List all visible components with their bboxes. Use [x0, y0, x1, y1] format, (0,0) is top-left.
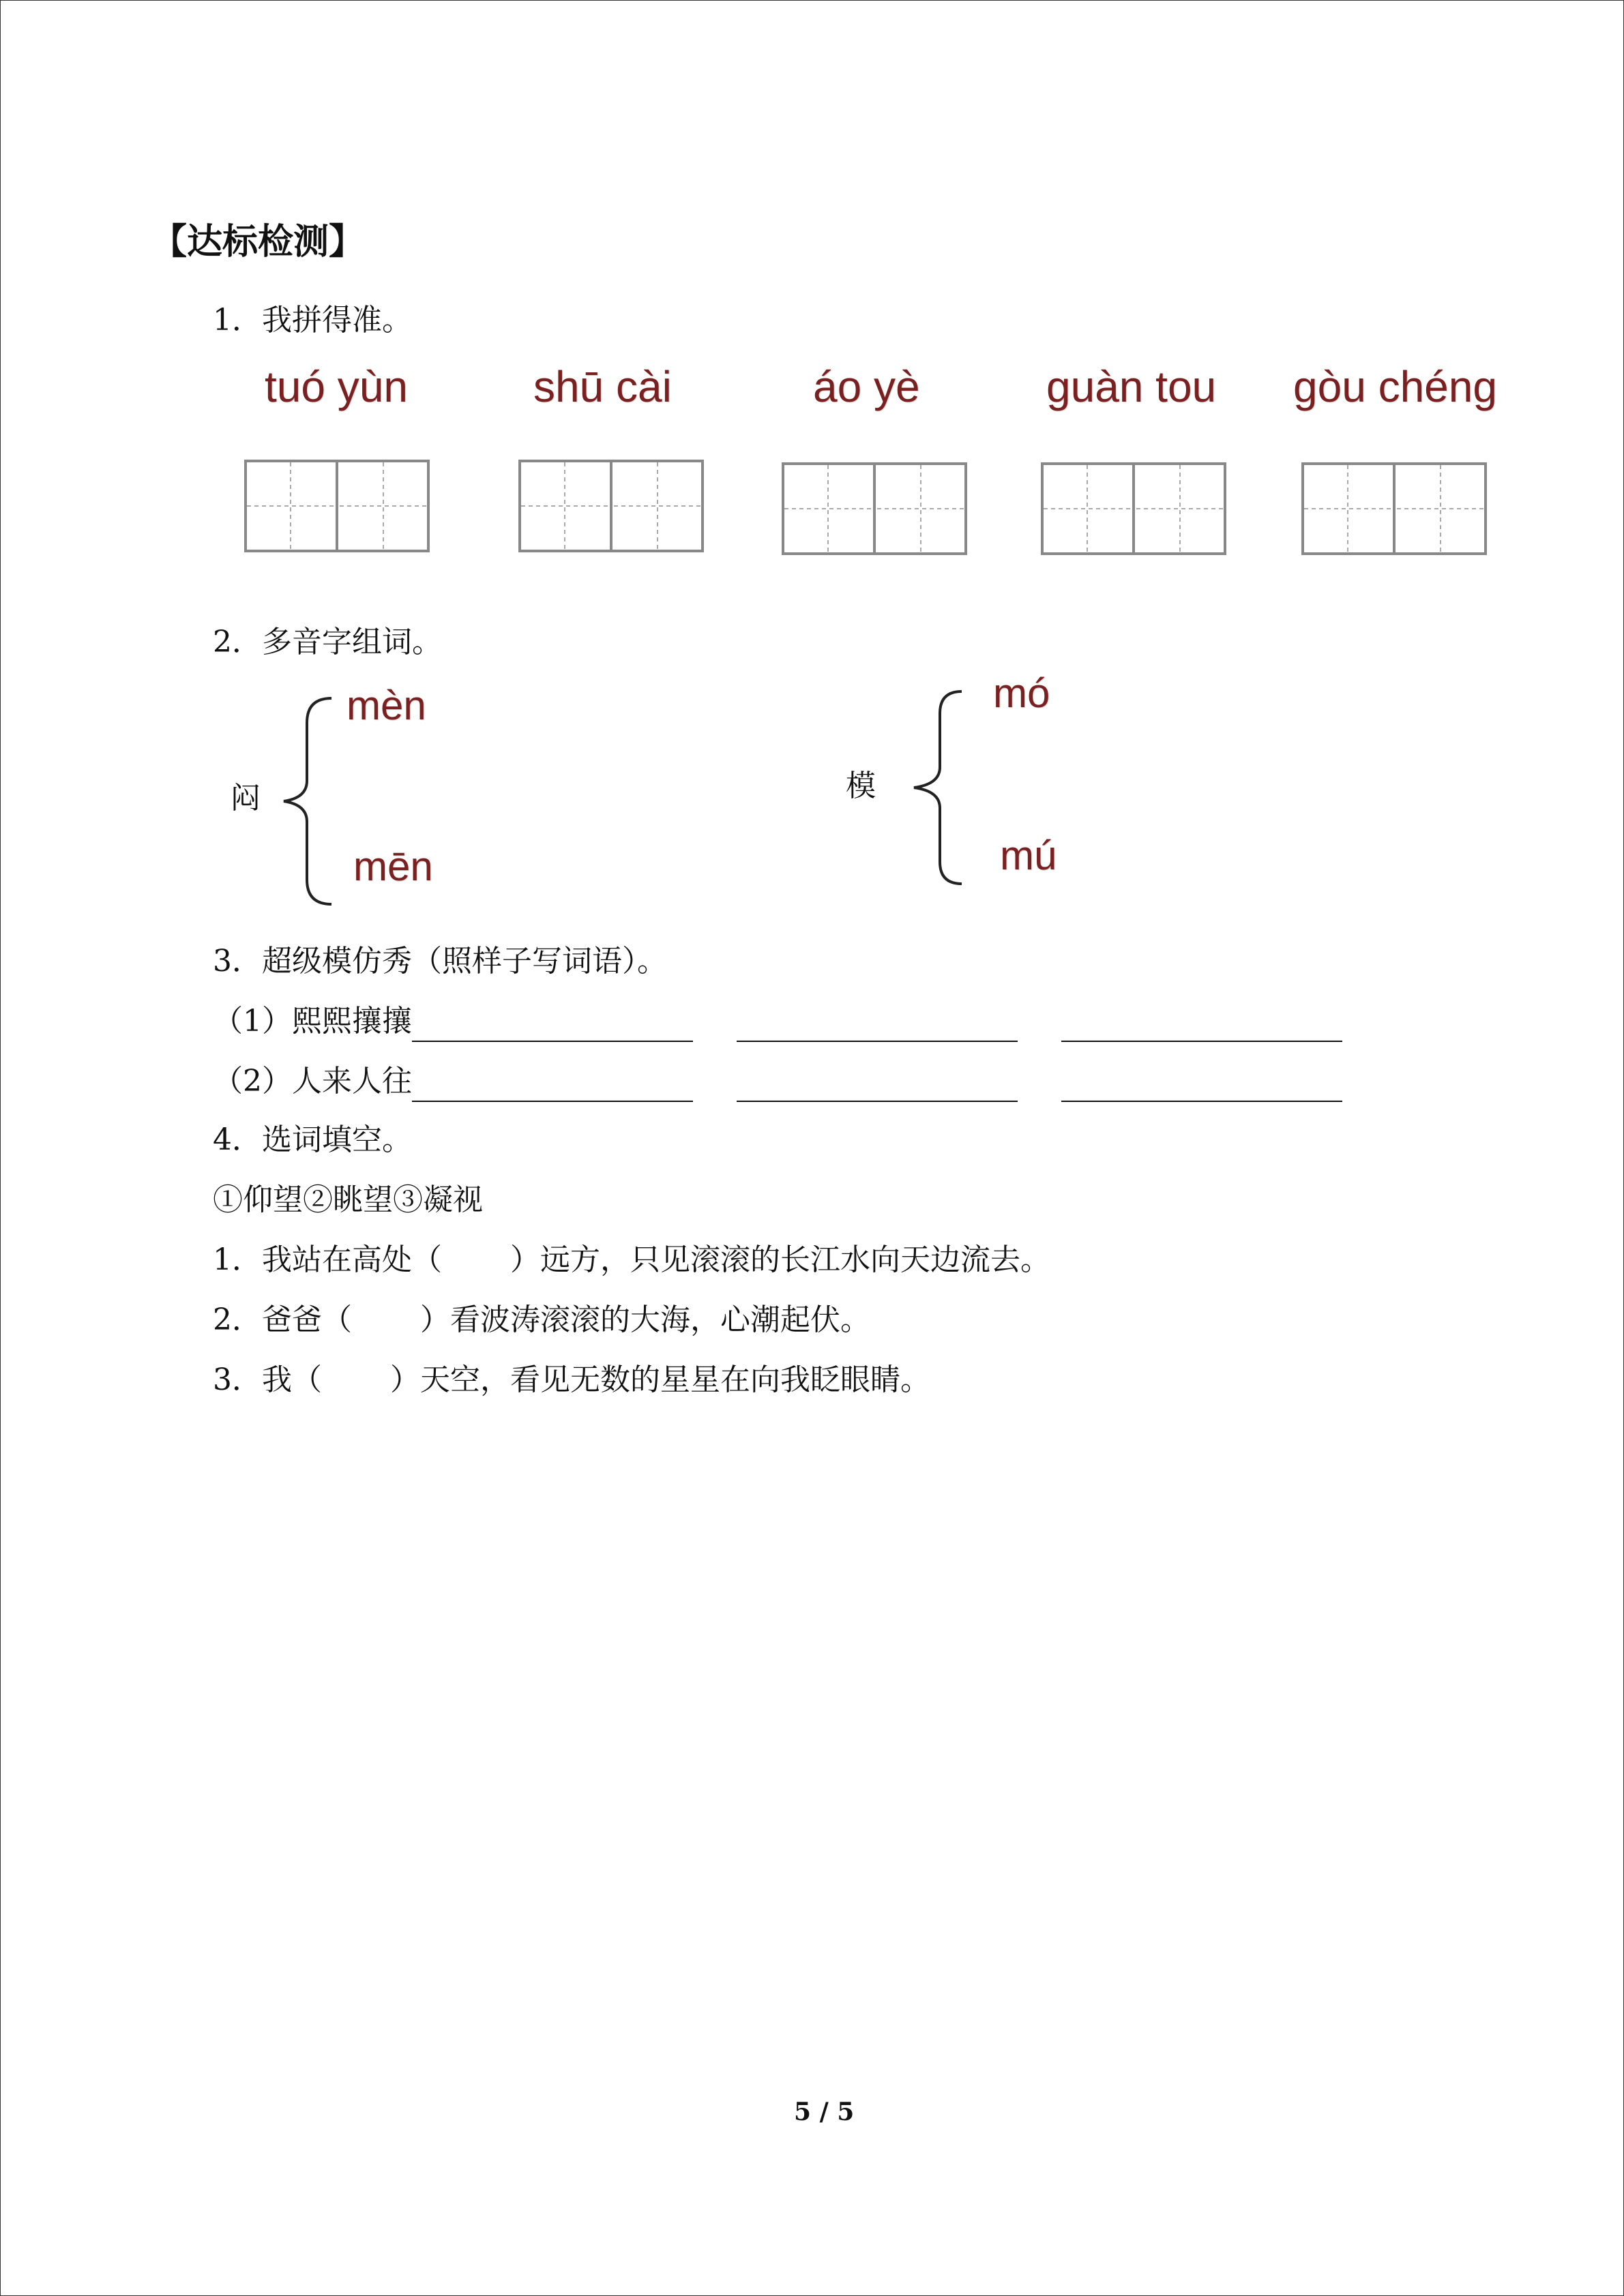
page-number: 5 / 5	[794, 2098, 855, 2126]
q1-pinyin-1: tuó yùn	[265, 362, 408, 411]
answer-blank-1-2[interactable]	[737, 1011, 1018, 1042]
q4-sentence-2	[213, 1300, 870, 1341]
q1-pinyin-5: gòu chéng	[1293, 362, 1497, 411]
sentence-2-after: ）看波涛滚滚的大海，心潮起伏。	[420, 1302, 870, 1337]
sentence-1-after: ）远方，只见滚滚的长江水向天边流去。	[510, 1242, 1050, 1277]
q2-title: 2．多音字组词。	[213, 625, 442, 659]
q3-example-1: （1）熙熙攘攘	[213, 1004, 412, 1039]
q1-pinyin-4: guàn tou	[1046, 362, 1217, 411]
q4-sentence-1	[213, 1240, 1050, 1281]
writing-grid-3[interactable]	[782, 462, 967, 555]
q3-row-2	[213, 1061, 1386, 1102]
polyphone-char-2: 模	[846, 769, 876, 803]
reading-2-2: mú	[1000, 833, 1057, 878]
answer-blank-1-3[interactable]	[1061, 1011, 1342, 1042]
answer-blank-1-1[interactable]	[412, 1011, 693, 1042]
brace-2	[909, 689, 963, 886]
answer-blank-2-1[interactable]	[412, 1071, 693, 1102]
section-heading: 【达标检测】	[151, 222, 365, 263]
polyphone-char-1: 闷	[231, 781, 261, 816]
q4-sentence-3	[213, 1360, 930, 1401]
writing-grid-5[interactable]	[1301, 462, 1487, 555]
q4-title: 4．选词填空。	[213, 1122, 412, 1157]
reading-1-2: mēn	[353, 844, 433, 889]
sentence-3-before: 3．我（	[213, 1362, 322, 1397]
q3-example-2: （2）人来人往	[213, 1064, 412, 1099]
reading-1-1: mèn	[346, 683, 426, 728]
q1-pinyin-3: áo yè	[813, 362, 920, 411]
q3-row-1	[213, 1001, 1386, 1042]
answer-blank-2-2[interactable]	[737, 1071, 1018, 1102]
q4-options: ①仰望②眺望③凝视	[213, 1182, 483, 1217]
writing-grid-1[interactable]	[244, 460, 430, 552]
q1-pinyin-2: shū cài	[533, 362, 672, 411]
reading-2-1: mó	[993, 670, 1050, 716]
q3-title: 3．超级模仿秀（照样子写词语）。	[213, 944, 667, 979]
q1-title: 1．我拼得准。	[213, 303, 412, 338]
brace-1	[278, 696, 333, 907]
sentence-1-before: 1．我站在高处（	[213, 1242, 442, 1277]
writing-grid-2[interactable]	[518, 460, 704, 552]
sentence-3-after: ）天空，看见无数的星星在向我眨眼睛。	[390, 1362, 930, 1397]
answer-blank-2-3[interactable]	[1061, 1071, 1342, 1102]
sentence-2-before: 2．爸爸（	[213, 1302, 352, 1337]
writing-grid-4[interactable]	[1041, 462, 1226, 555]
